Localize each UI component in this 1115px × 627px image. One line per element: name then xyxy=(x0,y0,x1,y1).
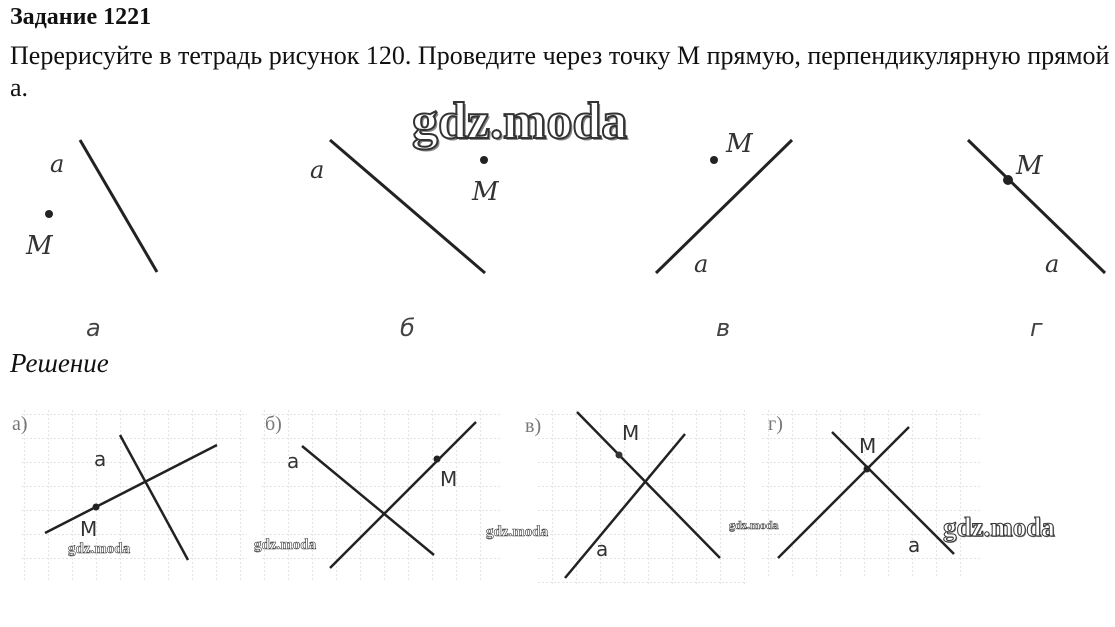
line-label: a xyxy=(908,533,921,557)
panel-tag: г) xyxy=(768,413,783,435)
watermark: gdz.moda xyxy=(68,541,131,557)
point-label: M xyxy=(622,421,640,445)
figure-panel-v xyxy=(656,129,792,342)
figure-caption: г xyxy=(1030,314,1043,342)
point-label: M xyxy=(440,467,458,491)
watermark: gdz.moda xyxy=(943,512,1055,542)
panel-tag: а) xyxy=(12,413,28,435)
line-label: a xyxy=(50,150,65,178)
panel-tag: в) xyxy=(525,415,542,437)
watermark: gdz.moda xyxy=(729,518,779,532)
point-label: M xyxy=(726,129,753,159)
point-label: M xyxy=(26,231,53,261)
line-label: a xyxy=(94,447,107,471)
point-label: M xyxy=(80,517,98,541)
point-m xyxy=(434,456,441,463)
watermark: gdz.moda xyxy=(254,537,317,553)
task-text: Перерисуйте в тетрадь рисунок 120. Проведите через точку М прямую, перпендикулярную прямой а. xyxy=(10,41,1110,102)
grid-background xyxy=(537,408,747,586)
line-label: a xyxy=(1045,250,1060,278)
figure-caption: б xyxy=(400,314,415,342)
point-m xyxy=(93,504,100,511)
figure-caption: в xyxy=(716,314,731,342)
grid-background xyxy=(22,408,247,580)
point-m xyxy=(1003,175,1013,185)
line-label: a xyxy=(596,537,609,561)
figure-panel-a xyxy=(25,140,157,342)
point-m xyxy=(616,452,623,459)
solution-figures xyxy=(0,390,1115,627)
line-label: a xyxy=(287,449,300,473)
line-a xyxy=(80,140,157,272)
point-m xyxy=(480,156,488,164)
figure-panel-g xyxy=(968,140,1105,342)
point-m xyxy=(710,156,718,164)
solution-heading: Решение xyxy=(10,348,109,378)
figure-caption: а xyxy=(86,314,101,342)
line-label: a xyxy=(694,250,709,278)
point-label: M xyxy=(859,434,877,458)
solution-panel-b xyxy=(260,408,500,580)
solution-panel-g xyxy=(760,408,980,578)
line-label: a xyxy=(310,156,325,184)
watermark: gdz.moda xyxy=(412,93,628,150)
solution-panel-v xyxy=(525,408,747,586)
figure-panel-b xyxy=(310,140,500,342)
task-title: Задание 1221 xyxy=(10,4,152,30)
point-label: M xyxy=(472,177,499,207)
line-a xyxy=(656,140,792,273)
watermark: gdz.moda xyxy=(486,524,549,540)
line-a xyxy=(330,140,485,273)
point-label: M xyxy=(1016,151,1043,181)
panel-tag: б) xyxy=(265,413,282,435)
figure-120 xyxy=(0,120,1115,350)
point-m xyxy=(864,466,871,473)
point-m xyxy=(45,210,53,218)
